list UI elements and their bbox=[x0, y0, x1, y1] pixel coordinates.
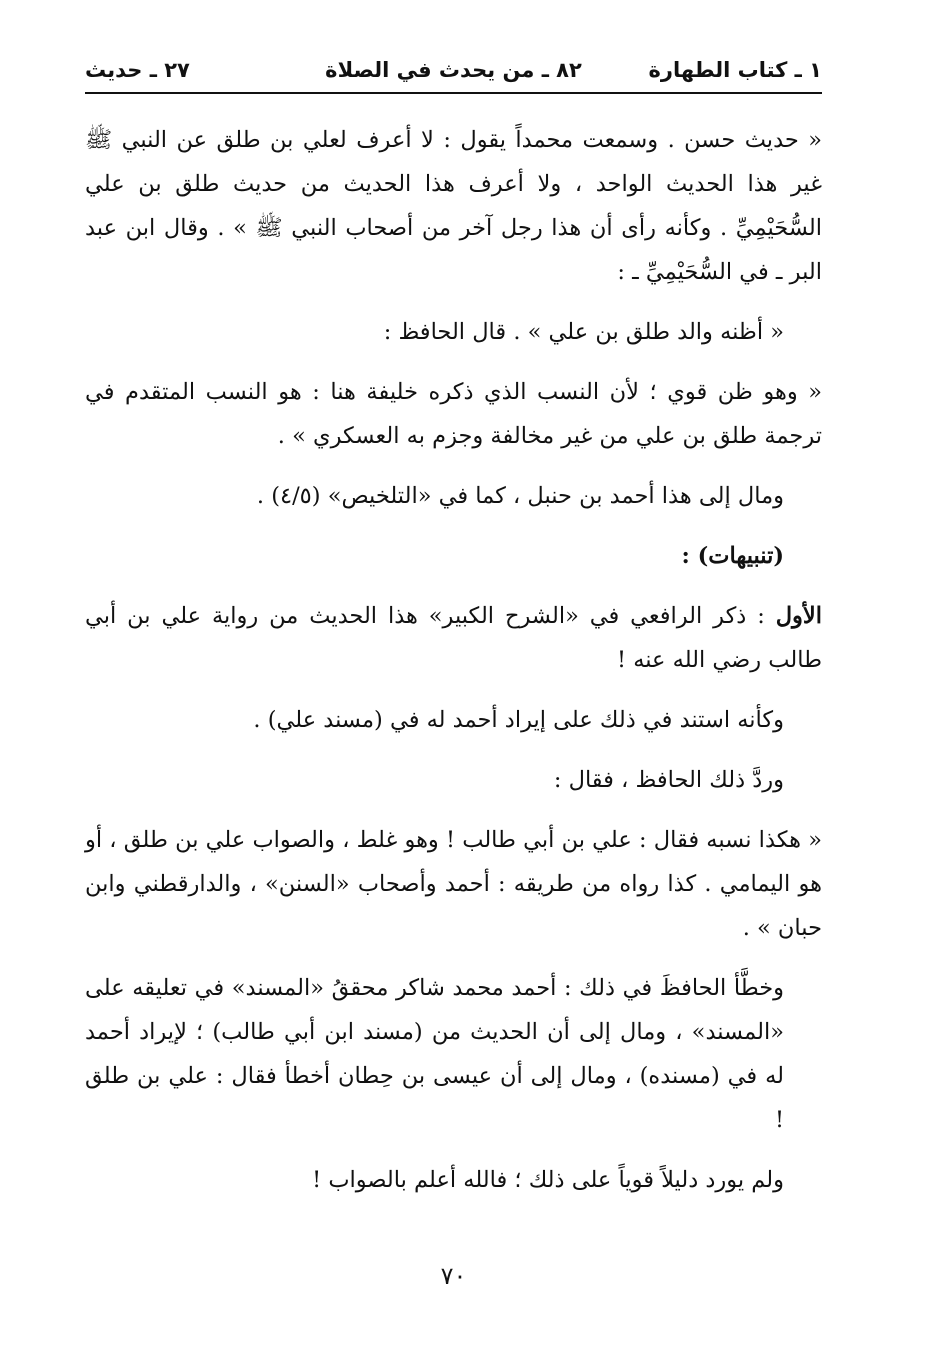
paragraph-2: « أظنه والد طلق بن علي » . قال الحافظ : bbox=[383, 319, 784, 345]
paragraph-3: « وهو ظن قوي ؛ لأن النسب الذي ذكره خليفة هنا : هو النسب المتقدم في ترجمة طلق بن علي من غير مخالفة وجزم به العسكري » . bbox=[85, 379, 822, 449]
book-page bbox=[85, 52, 822, 1342]
page-number: ٧٠ bbox=[440, 1262, 467, 1290]
paragraph-4: ومال إلى هذا أحمد بن حنبل ، كما في «التلخيص» (٤/٥) . bbox=[256, 483, 784, 509]
paragraph-9: وخطَّأ الحافظَ في ذلك : أحمد محمد شاكر محققُ «المسند» في تعليقه على «المسند» ، ومال إلى أن الحديث من (مسند ابن أبي طالب) ؛ لإيراد أحمد له في (مسنده) ، ومال إلى أن عيسى بن حِطان أخطأ فقال : علي بن طلق ! bbox=[85, 975, 784, 1133]
paragraph-6: وكأنه استند في ذلك على إيراد أحمد له في (مسند علي) . bbox=[253, 707, 784, 733]
paragraph-1: « حديث حسن . وسمعت محمداً يقول : لا أعرف لعلي بن طلق عن النبي ﷺ غير هذا الحديث الواحد ، ولا أعرف هذا الحديث من حديث طلق بن علي السُّحَيْمِيِّ . وكأنه رأى أن هذا رجل آخر من أصحاب النبي ﷺ » . وقال ابن عبد البر ـ في السُّحَيْمِيِّ ـ : bbox=[85, 127, 822, 285]
paragraph-5-label: الأول bbox=[775, 603, 822, 629]
page-body bbox=[85, 118, 822, 1202]
header-book-title: ١ ـ كتاب الطهارة bbox=[648, 58, 822, 82]
paragraph-10: ولم يورد دليلاً قوياً على ذلك ؛ فالله أعلم بالصواب ! bbox=[312, 1167, 784, 1193]
paragraph-5-text: : ذكر الرافعي في «الشرح الكبير» هذا الحديث من رواية علي بن أبي طالب رضي الله عنه ! bbox=[85, 603, 822, 673]
running-header bbox=[85, 52, 822, 94]
paragraph-8: « هكذا نسبه فقال : علي بن أبي طالب ! وهو غلط ، والصواب علي بن طلق ، أو هو اليمامي . كذا رواه من طريقه : أحمد وأصحاب «السنن» ، والدارقطني وابن حبان » . bbox=[85, 827, 822, 941]
paragraph-5 bbox=[85, 594, 822, 682]
header-hadith-number: ٢٧ ـ حديث bbox=[85, 58, 190, 82]
section-heading: (تنبيهات) : bbox=[681, 543, 784, 569]
paragraph-7: وردَّ ذلك الحافظ ، فقال : bbox=[553, 767, 784, 793]
header-chapter-title: ٨٢ ـ من يحدث في الصلاة bbox=[325, 58, 582, 82]
